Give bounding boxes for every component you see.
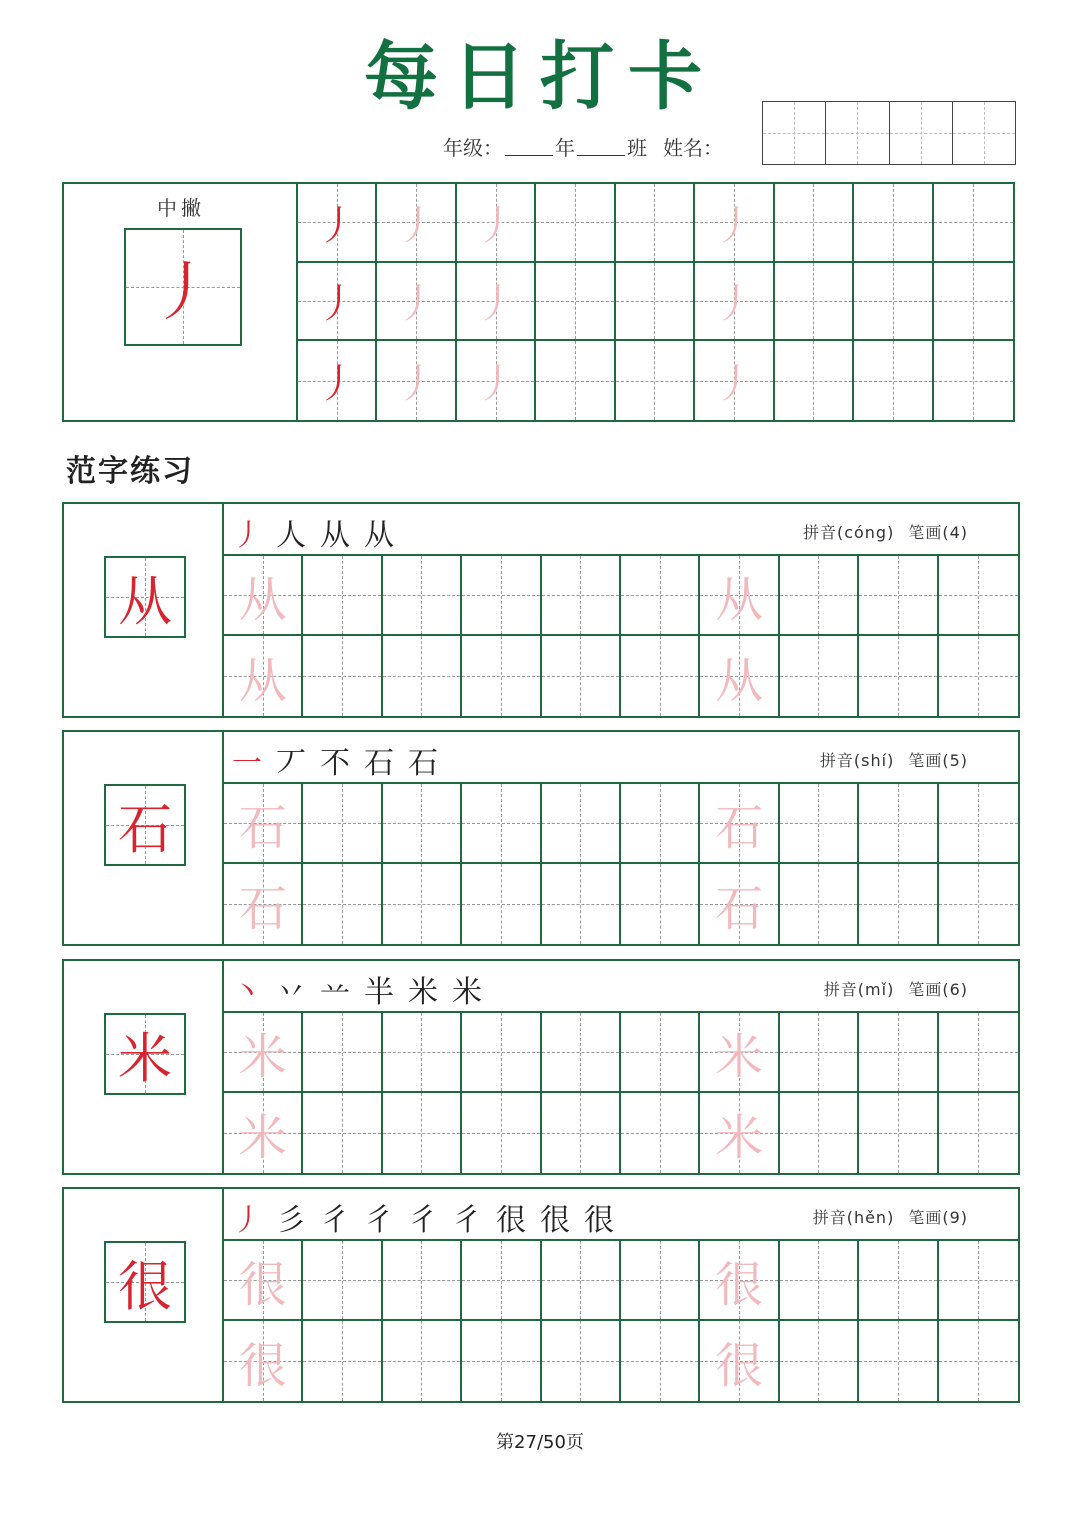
stroke-order-step: 彡 bbox=[276, 1203, 306, 1238]
stroke-order-glyphs bbox=[232, 967, 496, 1011]
stroke-practice-cell[interactable] bbox=[934, 263, 1013, 342]
stroke-practice-cell[interactable] bbox=[934, 184, 1013, 263]
character-reference bbox=[64, 961, 224, 1173]
character-practice-cell[interactable] bbox=[542, 636, 621, 716]
character-practice-cell[interactable] bbox=[700, 1241, 779, 1321]
stroke-practice-cell[interactable] bbox=[377, 341, 456, 420]
stroke-trace-glyph: 丿 bbox=[713, 281, 754, 328]
stroke-order-step: 丆 bbox=[276, 746, 306, 781]
stroke-order-step: 很 bbox=[584, 1203, 614, 1238]
stroke-order-step: 人 bbox=[276, 518, 306, 553]
stroke-practice-cell[interactable] bbox=[298, 184, 377, 263]
character-meta bbox=[803, 520, 968, 543]
stroke-order-step: 彳 bbox=[408, 1203, 438, 1238]
character-trace-glyph: 从 bbox=[238, 652, 287, 709]
character-block bbox=[62, 502, 1020, 718]
character-trace-glyph: 石 bbox=[715, 799, 764, 856]
pinyin-label: 拼音(cóng) bbox=[802, 523, 895, 542]
character-practice-cell[interactable] bbox=[542, 784, 621, 864]
stroke-practice-box bbox=[62, 182, 1015, 422]
character-meta bbox=[813, 1205, 968, 1228]
character-practice-cell[interactable] bbox=[224, 636, 303, 716]
character-reference bbox=[64, 504, 224, 716]
character-trace-glyph: 很 bbox=[238, 1256, 287, 1313]
stroke-order-row bbox=[224, 504, 1018, 556]
stroke-count-label: 笔画(9) bbox=[908, 1208, 968, 1227]
character-practice-cell[interactable] bbox=[224, 1093, 303, 1173]
stroke-order-glyphs bbox=[232, 738, 452, 782]
stroke-order-step: 彳 bbox=[364, 1203, 394, 1238]
character-trace-glyph: 石 bbox=[715, 880, 764, 937]
character-practice-cell[interactable] bbox=[542, 1013, 621, 1093]
stroke-trace-glyph: 丿 bbox=[475, 361, 516, 408]
stroke-practice-cell[interactable] bbox=[298, 263, 377, 342]
character-practice-cell[interactable] bbox=[780, 784, 859, 864]
character-practice-cell[interactable] bbox=[462, 864, 541, 944]
character-practice-cell[interactable] bbox=[780, 1093, 859, 1173]
character-trace-glyph: 米 bbox=[238, 1028, 287, 1085]
stroke-practice-cell[interactable] bbox=[934, 341, 1013, 420]
stroke-order-step: 一 bbox=[232, 746, 262, 781]
character-sample-glyph: 米 bbox=[118, 1026, 172, 1090]
stroke-practice-cell[interactable] bbox=[695, 341, 774, 420]
character-meta bbox=[824, 977, 968, 1000]
stroke-trace-glyph: 丿 bbox=[475, 281, 516, 328]
grade-blank[interactable] bbox=[505, 137, 553, 156]
character-practice-cell[interactable] bbox=[303, 1321, 382, 1401]
character-trace-glyph: 很 bbox=[715, 1256, 764, 1313]
character-practice-cell[interactable] bbox=[462, 1093, 541, 1173]
stroke-order-step: 丶 bbox=[232, 975, 262, 1010]
character-practice-cell[interactable] bbox=[780, 1013, 859, 1093]
stroke-order-step: 彳 bbox=[452, 1203, 482, 1238]
name-cell[interactable] bbox=[826, 102, 889, 164]
character-practice-cell[interactable] bbox=[621, 1241, 700, 1321]
name-grid[interactable] bbox=[762, 101, 1016, 165]
stroke-order-glyphs bbox=[232, 1195, 628, 1239]
character-practice-cell[interactable] bbox=[621, 864, 700, 944]
stroke-count-label: 笔画(5) bbox=[908, 751, 968, 770]
character-practice-cell[interactable] bbox=[621, 636, 700, 716]
stroke-practice-cell[interactable] bbox=[695, 184, 774, 263]
stroke-order-row bbox=[224, 961, 1018, 1013]
stroke-order-step: 䒑 bbox=[320, 975, 350, 1010]
stroke-trace-glyph: 丿 bbox=[713, 202, 754, 249]
stroke-order-step: 不 bbox=[320, 746, 350, 781]
character-practice-cell[interactable] bbox=[542, 1321, 621, 1401]
character-practice-cell[interactable] bbox=[224, 1321, 303, 1401]
character-trace-glyph: 米 bbox=[715, 1109, 764, 1166]
character-practice-cell[interactable] bbox=[859, 1241, 938, 1321]
character-practice-cell[interactable] bbox=[462, 1241, 541, 1321]
character-practice-cell[interactable] bbox=[383, 1321, 462, 1401]
character-practice-cell[interactable] bbox=[939, 1241, 1018, 1321]
character-practice-cell[interactable] bbox=[859, 784, 938, 864]
character-practice-cell[interactable] bbox=[939, 864, 1018, 944]
character-practice-cell[interactable] bbox=[224, 1013, 303, 1093]
character-practice-cell[interactable] bbox=[383, 1013, 462, 1093]
character-practice-cell[interactable] bbox=[383, 1241, 462, 1321]
character-practice-cell[interactable] bbox=[462, 1321, 541, 1401]
stroke-practice-cell[interactable] bbox=[616, 263, 695, 342]
character-practice-cell[interactable] bbox=[303, 784, 382, 864]
stroke-count-label: 笔画(6) bbox=[908, 980, 968, 999]
character-practice-cell[interactable] bbox=[383, 636, 462, 716]
character-sample-box bbox=[104, 784, 186, 866]
stroke-practice-cell[interactable] bbox=[457, 341, 536, 420]
stroke-trace-glyph: 丿 bbox=[396, 281, 437, 328]
name-cell[interactable] bbox=[953, 102, 1015, 164]
pinyin-label: 拼音(mǐ) bbox=[823, 980, 895, 999]
character-practice-cell[interactable] bbox=[542, 1241, 621, 1321]
character-practice-cell[interactable] bbox=[780, 556, 859, 636]
character-practice-cell[interactable] bbox=[700, 864, 779, 944]
stroke-order-step: 彳 bbox=[320, 1203, 350, 1238]
character-practice-cell[interactable] bbox=[383, 1093, 462, 1173]
character-sample-glyph: 很 bbox=[118, 1254, 172, 1318]
character-practice-cell[interactable] bbox=[859, 556, 938, 636]
character-practice-cell[interactable] bbox=[621, 784, 700, 864]
character-sample-box bbox=[104, 1013, 186, 1095]
character-block bbox=[62, 730, 1020, 946]
character-practice-cell[interactable] bbox=[621, 1093, 700, 1173]
character-practice-cell[interactable] bbox=[303, 1013, 382, 1093]
stroke-practice-cell[interactable] bbox=[854, 263, 933, 342]
character-practice-cell[interactable] bbox=[303, 556, 382, 636]
stroke-practice-cell[interactable] bbox=[536, 341, 615, 420]
class-label: 班 bbox=[627, 136, 647, 160]
stroke-trace-glyph: 丿 bbox=[396, 361, 437, 408]
page-title: 每日打卡 bbox=[364, 34, 716, 120]
character-trace-glyph: 从 bbox=[715, 652, 764, 709]
character-practice-cell[interactable] bbox=[700, 636, 779, 716]
character-sample-box bbox=[104, 556, 186, 638]
name-label: 姓名： bbox=[663, 136, 723, 160]
character-practice-cell[interactable] bbox=[303, 1241, 382, 1321]
section-title: 范字练习 bbox=[66, 454, 194, 489]
character-practice-cell[interactable] bbox=[780, 864, 859, 944]
stroke-practice-cell[interactable] bbox=[775, 341, 854, 420]
character-practice-cell[interactable] bbox=[859, 1013, 938, 1093]
stroke-order-row bbox=[224, 1189, 1018, 1241]
character-reference bbox=[64, 732, 224, 944]
stroke-practice-cell[interactable] bbox=[616, 184, 695, 263]
pinyin-label: 拼音(hěn) bbox=[812, 1208, 895, 1227]
character-practice-cell[interactable] bbox=[939, 1093, 1018, 1173]
stroke-practice-cell[interactable] bbox=[536, 263, 615, 342]
character-reference bbox=[64, 1189, 224, 1401]
character-practice-cell[interactable] bbox=[462, 636, 541, 716]
character-meta bbox=[820, 748, 968, 771]
character-practice-cell[interactable] bbox=[939, 1013, 1018, 1093]
stroke-order-step: 很 bbox=[540, 1203, 570, 1238]
character-practice-cell[interactable] bbox=[939, 784, 1018, 864]
stroke-trace-glyph: 丿 bbox=[713, 361, 754, 408]
character-practice-cell[interactable] bbox=[383, 556, 462, 636]
character-sample-box bbox=[104, 1241, 186, 1323]
pinyin-label: 拼音(shí) bbox=[819, 751, 895, 770]
character-practice-cell[interactable] bbox=[859, 864, 938, 944]
character-practice-cell[interactable] bbox=[859, 636, 938, 716]
character-practice-cell[interactable] bbox=[303, 864, 382, 944]
character-practice-cell[interactable] bbox=[224, 1241, 303, 1321]
name-cell[interactable] bbox=[763, 102, 826, 164]
stroke-order-step: 丿 bbox=[232, 1203, 262, 1238]
stroke-order-step: 从 bbox=[364, 518, 394, 553]
stroke-practice-cell[interactable] bbox=[298, 341, 377, 420]
character-trace-glyph: 从 bbox=[715, 571, 764, 628]
stroke-practice-cell[interactable] bbox=[854, 184, 933, 263]
character-practice-cell[interactable] bbox=[621, 1321, 700, 1401]
character-practice-cell[interactable] bbox=[939, 556, 1018, 636]
stroke-order-row bbox=[224, 732, 1018, 784]
stroke-order-step: 从 bbox=[320, 518, 350, 553]
stroke-order-step: 石 bbox=[364, 746, 394, 781]
character-practice-cell[interactable] bbox=[462, 556, 541, 636]
stroke-order-step: 米 bbox=[408, 975, 438, 1010]
grade-label: 年级： bbox=[443, 136, 503, 160]
stroke-practice-cell[interactable] bbox=[377, 263, 456, 342]
class-blank[interactable] bbox=[577, 137, 625, 156]
character-practice-cell[interactable] bbox=[462, 1013, 541, 1093]
character-practice-cell[interactable] bbox=[542, 1093, 621, 1173]
character-trace-glyph: 石 bbox=[238, 799, 287, 856]
character-practice-cell[interactable] bbox=[700, 1013, 779, 1093]
character-practice-cell[interactable] bbox=[542, 556, 621, 636]
stroke-order-step: 丷 bbox=[276, 975, 306, 1010]
character-trace-glyph: 很 bbox=[715, 1337, 764, 1394]
stroke-order-step: 石 bbox=[408, 746, 438, 781]
stroke-trace-glyph: 丿 bbox=[316, 361, 357, 408]
stroke-practice-cell[interactable] bbox=[616, 341, 695, 420]
character-trace-glyph: 米 bbox=[238, 1109, 287, 1166]
character-practice-cell[interactable] bbox=[700, 1093, 779, 1173]
stroke-practice-cell[interactable] bbox=[457, 184, 536, 263]
character-practice-cell[interactable] bbox=[621, 556, 700, 636]
character-practice-cell[interactable] bbox=[700, 556, 779, 636]
stroke-sample-box bbox=[124, 228, 242, 346]
character-practice-cell[interactable] bbox=[859, 1321, 938, 1401]
character-practice-cell[interactable] bbox=[303, 1093, 382, 1173]
stroke-order-step: 很 bbox=[496, 1203, 526, 1238]
stroke-practice-cell[interactable] bbox=[695, 263, 774, 342]
year-label: 年 bbox=[555, 136, 575, 160]
character-practice-cell[interactable] bbox=[383, 784, 462, 864]
stroke-sample-glyph: 丿 bbox=[151, 256, 215, 330]
stroke-order-step: 米 bbox=[452, 975, 482, 1010]
character-practice-cell[interactable] bbox=[780, 636, 859, 716]
stroke-practice-cell[interactable] bbox=[854, 341, 933, 420]
character-practice-cell[interactable] bbox=[939, 636, 1018, 716]
stroke-reference bbox=[64, 184, 298, 420]
stroke-count-label: 笔画(4) bbox=[908, 523, 968, 542]
stroke-practice-cell[interactable] bbox=[775, 263, 854, 342]
character-practice-cell[interactable] bbox=[621, 1013, 700, 1093]
character-block bbox=[62, 1187, 1020, 1403]
character-practice-cell[interactable] bbox=[462, 784, 541, 864]
stroke-practice-cell[interactable] bbox=[377, 184, 456, 263]
stroke-practice-cell[interactable] bbox=[775, 184, 854, 263]
page-number: 第27/50页 bbox=[496, 1432, 584, 1453]
name-cell[interactable] bbox=[890, 102, 953, 164]
character-practice-cell[interactable] bbox=[224, 784, 303, 864]
character-practice-cell[interactable] bbox=[700, 784, 779, 864]
stroke-trace-glyph: 丿 bbox=[396, 202, 437, 249]
stroke-order-glyphs bbox=[232, 510, 408, 554]
stroke-trace-glyph: 丿 bbox=[316, 202, 357, 249]
character-trace-glyph: 从 bbox=[238, 571, 287, 628]
stroke-order-step: 半 bbox=[364, 975, 394, 1010]
character-practice-cell[interactable] bbox=[700, 1321, 779, 1401]
character-trace-glyph: 石 bbox=[238, 880, 287, 937]
stroke-trace-glyph: 丿 bbox=[316, 281, 357, 328]
character-practice-cell[interactable] bbox=[780, 1241, 859, 1321]
character-practice-cell[interactable] bbox=[224, 556, 303, 636]
stroke-name: 中撇 bbox=[157, 196, 205, 220]
character-practice-cell[interactable] bbox=[859, 1093, 938, 1173]
character-trace-glyph: 米 bbox=[715, 1028, 764, 1085]
student-info bbox=[443, 132, 723, 161]
stroke-practice-cell[interactable] bbox=[457, 263, 536, 342]
character-practice-cell[interactable] bbox=[383, 864, 462, 944]
stroke-trace-glyph: 丿 bbox=[475, 202, 516, 249]
character-block bbox=[62, 959, 1020, 1175]
character-practice-cell[interactable] bbox=[224, 864, 303, 944]
stroke-order-step: 丿 bbox=[232, 518, 262, 553]
character-practice-cell[interactable] bbox=[780, 1321, 859, 1401]
character-sample-glyph: 从 bbox=[118, 569, 172, 633]
character-trace-glyph: 很 bbox=[238, 1337, 287, 1394]
character-practice-cell[interactable] bbox=[939, 1321, 1018, 1401]
character-sample-glyph: 石 bbox=[118, 797, 172, 861]
character-practice-cell[interactable] bbox=[303, 636, 382, 716]
stroke-practice-cell[interactable] bbox=[536, 184, 615, 263]
character-practice-cell[interactable] bbox=[542, 864, 621, 944]
